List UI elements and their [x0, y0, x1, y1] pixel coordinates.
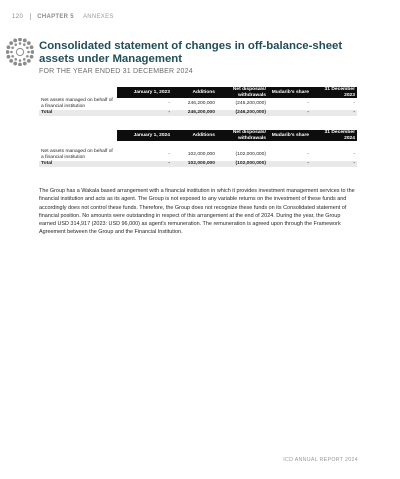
column-header: Mudarib's share: [268, 130, 311, 141]
table-cell: -: [168, 152, 170, 158]
spacer-row: [39, 141, 357, 149]
table-cell: (246,200,000): [235, 101, 266, 107]
table-cell: 102,000,000: [172, 161, 217, 167]
table-cell: -: [307, 152, 309, 158]
page-subtitle: FOR THE YEAR ENDED 31 DECEMBER 2024: [39, 68, 193, 75]
column-header: Additions: [172, 130, 217, 141]
table-cell: -: [353, 101, 355, 107]
table-cell: 246,200,000: [172, 110, 217, 116]
table-cell: -: [307, 101, 309, 107]
table-cell: (102,000,000): [217, 161, 268, 167]
page-title: Consolidated statement of changes in off-balance-sheet assets under Management: [39, 40, 343, 65]
table-2023: [39, 87, 357, 116]
table-cell: (246,200,000): [217, 110, 268, 116]
table-cell: 102,000,000: [187, 152, 215, 158]
row-label: Net assets managed on behalf of a financial institution: [41, 149, 113, 161]
column-header: Net disposals/ withdrawals: [217, 130, 268, 141]
table-cell: -: [168, 101, 170, 107]
table-cell: -: [268, 161, 311, 167]
row-label: Net assets managed on behalf of a financial institution: [41, 98, 113, 110]
table-cell: -: [268, 110, 311, 116]
total-label: Total: [39, 161, 117, 167]
table-2024: [39, 130, 357, 167]
column-header: Net disposals/ withdrawals: [217, 87, 268, 98]
table-cell: -: [117, 161, 172, 167]
footer-label: ICD ANNUAL REPORT 2024: [283, 457, 358, 463]
page-header: [12, 13, 114, 20]
table-cell: (102,000,000): [235, 152, 266, 158]
table-cell: -: [311, 110, 357, 116]
total-row: [39, 110, 357, 116]
header-divider: [30, 13, 31, 20]
column-header: January 1, 2024: [117, 130, 172, 141]
table-row: [39, 98, 357, 110]
section-label: ANNEXES: [82, 13, 114, 20]
total-label: Total: [39, 110, 117, 116]
note-paragraph: The Group has a Wakala based arrangement with a financial institution in which it provides investment management services to the financial institution and acts as its agent. The Group is not exposed to any variable returns on the investment of these funds and accordingly does not control these funds. Therefore, the Group does not recognize these funds on its Consolidated statement of financial position. No amounts were outstanding in respect of this arrangement at the end of 2024. During the year, the Group earned USD 314,917 (2023: USD 96,000) as agent's remuneration. The remuneration is agreed upon through the Framework Agreement between the Group and the Financial Institution.: [39, 188, 355, 236]
table-cell: -: [311, 161, 357, 167]
chapter-label: CHAPTER 5: [37, 13, 74, 20]
column-header: January 1, 2023: [117, 87, 172, 98]
table-cell: 246,200,000: [187, 101, 215, 107]
table-row: [39, 149, 357, 161]
table-cell: -: [117, 110, 172, 116]
total-row: [39, 161, 357, 167]
column-header: Additions: [172, 87, 217, 98]
table-2023-header: [39, 87, 357, 98]
table-2024-header: [39, 130, 357, 141]
column-header: 31 December 2024: [311, 130, 357, 141]
column-header: 31 December 2023: [311, 87, 357, 98]
column-header: Mudarib's share: [268, 87, 311, 98]
page-number: 120: [12, 13, 24, 20]
table-cell: -: [353, 152, 355, 158]
icd-emblem-icon: [6, 38, 34, 66]
